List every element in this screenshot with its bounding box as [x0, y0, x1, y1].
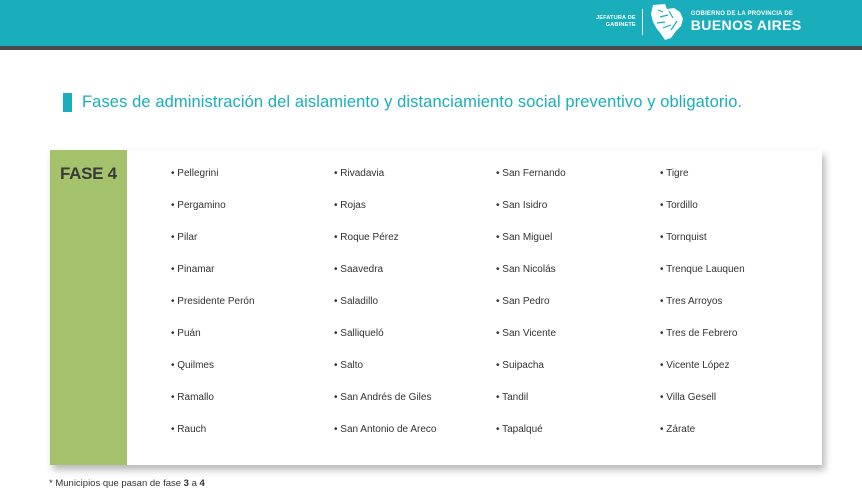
- municipality-item: • Pilar: [171, 232, 198, 243]
- municipality-column-1: [171, 167, 255, 455]
- municipality-item: • Vicente López: [660, 360, 730, 371]
- municipality-item: • Tapalqué: [496, 424, 543, 435]
- municipality-item: • Zárate: [660, 424, 696, 435]
- municipality-item: • Saladillo: [334, 296, 379, 307]
- municipality-item: • Ramallo: [171, 392, 214, 403]
- municipality-item: • Tres de Febrero: [660, 328, 738, 339]
- municipality-column-2: [334, 167, 436, 455]
- government-line-1: GOBIERNO DE LA PROVINCIA DE: [690, 11, 794, 17]
- phase-column: [50, 150, 127, 465]
- jefatura-line-2: GABINETE: [605, 22, 636, 28]
- government-name: [691, 11, 802, 33]
- municipality-item: • Suipacha: [496, 360, 544, 371]
- municipality-item: • Tandil: [496, 392, 529, 403]
- municipality-item: • San Antonio de Areco: [334, 424, 437, 435]
- jefatura-line-1: JEFATURA DE: [596, 15, 636, 21]
- municipality-item: • Rojas: [334, 200, 366, 211]
- municipality-item: • Tigre: [660, 168, 689, 179]
- municipality-column-4: [660, 167, 745, 455]
- municipality-item: • Rivadavia: [334, 168, 385, 179]
- title-block: [63, 93, 742, 112]
- municipality-item: • San Pedro: [496, 296, 550, 307]
- footnote-prefix: * Municipios que pasan de fase: [49, 478, 184, 489]
- municipality-item: • San Vicente: [496, 328, 557, 339]
- municipalities-card: [50, 150, 822, 465]
- municipality-item: • Pergamino: [171, 200, 226, 211]
- footnote: [49, 478, 205, 489]
- municipality-column-3: [496, 167, 566, 455]
- municipality-item: • Trenque Lauquen: [660, 264, 745, 275]
- logo-divider: [642, 9, 643, 35]
- municipality-item: • Salliqueló: [334, 328, 384, 339]
- footnote-middle: a: [188, 478, 200, 489]
- municipality-item: • San Fernando: [496, 168, 566, 179]
- municipality-item: • Salto: [334, 360, 364, 371]
- municipality-item: • Tordillo: [660, 200, 698, 211]
- footnote-to-phase: 4: [199, 478, 205, 489]
- municipality-item: • San Nicolás: [496, 264, 556, 275]
- municipality-item: • Pellegrini: [171, 168, 219, 179]
- municipality-item: • Rauch: [171, 424, 207, 435]
- province-map-icon: [649, 3, 685, 41]
- municipality-item: • San Miguel: [496, 232, 553, 243]
- municipality-item: • Tornquist: [660, 232, 707, 243]
- municipality-item: • San Isidro: [496, 200, 548, 211]
- footnote-from-phase: 3: [183, 478, 189, 489]
- title-accent-bar: [63, 93, 72, 112]
- jefatura-label: [596, 15, 636, 29]
- municipality-item: • Pinamar: [171, 264, 215, 275]
- municipality-item: • San Andrés de Giles: [334, 392, 432, 403]
- government-logo: [596, 2, 802, 42]
- government-line-2: BUENOS AIRES: [690, 17, 802, 33]
- municipality-item: • Quilmes: [171, 360, 214, 371]
- municipality-item: • Villa Gesell: [660, 392, 717, 403]
- municipality-item: • Saavedra: [334, 264, 384, 275]
- municipality-item: • Tres Arroyos: [660, 296, 723, 307]
- municipality-item: • Presidente Perón: [171, 296, 255, 307]
- header-bar: [0, 0, 862, 50]
- page-title: Fases de administración del aislamiento y distanciamiento social preventivo y obligatorio.: [82, 93, 743, 111]
- phase-label: FASE 4: [60, 164, 117, 183]
- municipality-item: • Roque Pérez: [334, 232, 399, 243]
- municipality-item: • Puán: [171, 328, 201, 339]
